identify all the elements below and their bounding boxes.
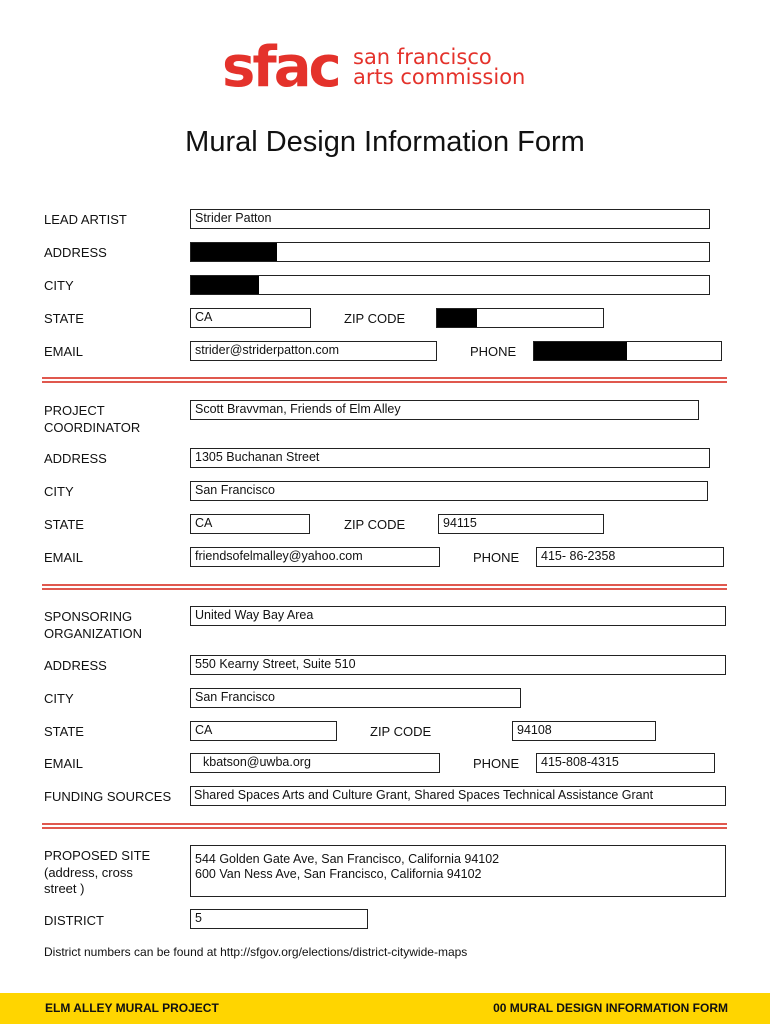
sponsor-city-field[interactable]: San Francisco (190, 688, 521, 708)
sponsor-zip-label: ZIP CODE (370, 724, 432, 739)
redaction-block (191, 276, 259, 294)
sponsor-email-field[interactable]: kbatson@uwba.org (190, 753, 440, 773)
sponsor-email-label: EMAIL (44, 756, 84, 771)
footer-project-name: ELM ALLEY MURAL PROJECT (45, 1001, 219, 1015)
lead-zip-label: ZIP CODE (344, 311, 406, 326)
coordinator-city-field[interactable]: San Francisco (190, 481, 708, 501)
coordinator-state-field[interactable]: CA (190, 514, 310, 534)
sponsor-phone-label: PHONE (473, 756, 520, 771)
lead-zip-field[interactable] (436, 308, 604, 328)
funding-sources-field[interactable]: Shared Spaces Arts and Culture Grant, Shared Spaces Technical Assistance Grant (190, 786, 726, 806)
coordinator-phone-field[interactable]: 415- 86-2358 (536, 547, 724, 567)
district-field[interactable]: 5 (190, 909, 368, 929)
coordinator-zip-label: ZIP CODE (344, 517, 406, 532)
coordinator-address-label: ADDRESS (44, 451, 107, 466)
proposed-site-line-1: 544 Golden Gate Ave, San Francisco, California 94102 (195, 852, 500, 866)
lead-phone-label: PHONE (470, 344, 517, 359)
lead-city-field[interactable] (190, 275, 710, 295)
redaction-block (191, 243, 277, 261)
lead-email-field[interactable]: strider@striderpatton.com (190, 341, 437, 361)
coordinator-label-2: COORDINATOR (44, 420, 141, 435)
sponsor-state-field[interactable]: CA (190, 721, 337, 741)
logo-line-1: san francisco (353, 45, 492, 69)
footer-form-name: 00 MURAL DESIGN INFORMATION FORM (493, 1001, 728, 1015)
district-label: DISTRICT (44, 913, 104, 928)
section-divider (42, 823, 727, 829)
sponsor-address-label: ADDRESS (44, 658, 107, 673)
lead-artist-label: LEAD ARTIST (44, 212, 127, 227)
page-title: Mural Design Information Form (185, 126, 585, 158)
section-divider (42, 584, 727, 590)
coordinator-state-label: STATE (44, 517, 84, 532)
lead-phone-field[interactable] (533, 341, 722, 361)
lead-city-label: CITY (44, 278, 74, 293)
sponsor-address-field[interactable]: 550 Kearny Street, Suite 510 (190, 655, 726, 675)
coordinator-label-1: PROJECT (44, 403, 105, 418)
logo-mark: sfac (222, 35, 339, 100)
lead-address-field[interactable] (190, 242, 710, 262)
coordinator-email-label: EMAIL (44, 550, 84, 565)
coordinator-city-label: CITY (44, 484, 74, 499)
lead-address-label: ADDRESS (44, 245, 107, 260)
coordinator-field[interactable]: Scott Bravvman, Friends of Elm Alley (190, 400, 699, 420)
funding-sources-label: FUNDING SOURCES (44, 789, 172, 804)
redaction-block (534, 342, 627, 360)
lead-state-label: STATE (44, 311, 84, 326)
sponsor-field[interactable]: United Way Bay Area (190, 606, 726, 626)
coordinator-email-field[interactable]: friendsofelmalley@yahoo.com (190, 547, 440, 567)
district-note: District numbers can be found at http://sfgov.org/elections/district-citywide-maps (44, 945, 468, 959)
sponsor-city-label: CITY (44, 691, 74, 706)
proposed-site-sublabel-1: (address, cross (44, 865, 133, 880)
sponsor-label-1: SPONSORING (44, 609, 133, 624)
proposed-site-label: PROPOSED SITE (44, 848, 151, 863)
proposed-site-line-2: 600 Van Ness Ave, San Francisco, California 94102 (195, 867, 482, 881)
section-divider (42, 377, 727, 383)
sponsor-zip-field[interactable]: 94108 (512, 721, 656, 741)
lead-artist-field[interactable]: Strider Patton (190, 209, 710, 229)
proposed-site-field[interactable] (190, 845, 726, 897)
sponsor-phone-field[interactable]: 415-808-4315 (536, 753, 715, 773)
footer-bar (0, 993, 770, 1024)
coordinator-zip-field[interactable]: 94115 (438, 514, 604, 534)
sponsor-state-label: STATE (44, 724, 84, 739)
coordinator-phone-label: PHONE (473, 550, 520, 565)
sponsor-label-2: ORGANIZATION (44, 626, 142, 641)
proposed-site-sublabel-2: street ) (44, 881, 85, 896)
logo-line-2: arts commission (353, 65, 526, 89)
lead-email-label: EMAIL (44, 344, 84, 359)
lead-state-field[interactable]: CA (190, 308, 311, 328)
redaction-block (437, 309, 477, 327)
coordinator-address-field[interactable]: 1305 Buchanan Street (190, 448, 710, 468)
